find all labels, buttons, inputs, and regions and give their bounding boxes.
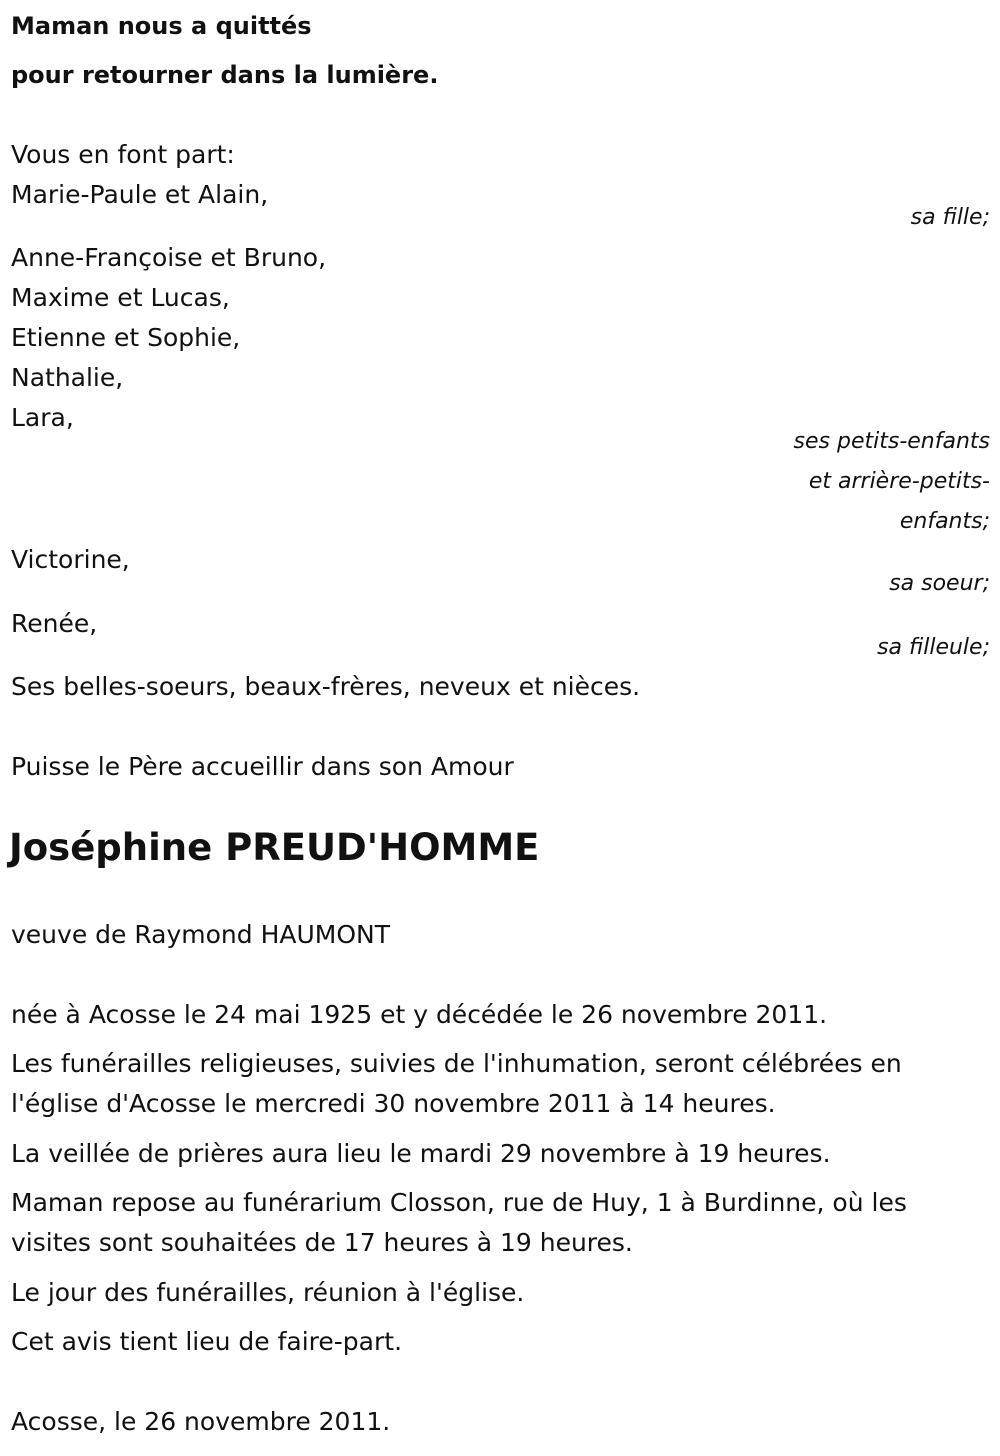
vigil-info: La veillée de prières aura lieu le mardi 29 novembre à 19 heures. (11, 1139, 831, 1168)
goddaughter-relation: sa filleule; (877, 635, 990, 660)
grandchild-line: Etienne et Sophie, (11, 323, 241, 352)
grandchildren-relation-line: et arrière-petits- (808, 469, 990, 494)
goddaughter-name: Renée, (11, 609, 98, 638)
other-relatives: Ses belles-soeurs, beaux-frères, neveux et nièces. (11, 672, 641, 701)
grandchildren-relation-line: ses petits-enfants (793, 429, 990, 454)
funeral-info: Les funérailles religieuses, suivies de l'inhumation, seront célébrées en l'église d'Acosse le mercredi 30 novembre 2011 à 14 heures. (11, 1049, 902, 1118)
heading-line-1: Maman nous a quittés (11, 12, 312, 40)
daughter-relation: sa fille; (910, 205, 990, 230)
grandchild-line: Anne-Françoise et Bruno, (11, 243, 327, 272)
heading-line-2: pour retourner dans la lumière. (11, 61, 439, 89)
deceased-name: Joséphine PREUD'HOMME (9, 826, 540, 869)
visits-info: Maman repose au funérarium Closson, rue de Huy, 1 à Burdinne, où les visites sont souhaitées de 17 heures à 19 heures. (11, 1188, 907, 1257)
birth-death: née à Acosse le 24 mai 1925 et y décédée le 26 novembre 2011. (11, 1000, 828, 1029)
place-date: Acosse, le 26 novembre 2011. (11, 1407, 391, 1436)
prayer-line: Puisse le Père accueillir dans son Amour (11, 752, 514, 781)
grandchild-line: Maxime et Lucas, (11, 283, 230, 312)
notice-info: Cet avis tient lieu de faire-part. (11, 1327, 403, 1356)
widow-of: veuve de Raymond HAUMONT (11, 920, 391, 949)
meeting-info: Le jour des funérailles, réunion à l'église. (11, 1278, 525, 1307)
grandchildren-relation-line: enfants; (899, 509, 990, 534)
grandchild-line: Lara, (11, 403, 74, 432)
daughter-names: Marie-Paule et Alain, (11, 180, 269, 209)
family-intro: Vous en font part: (11, 140, 235, 169)
grandchild-line: Nathalie, (11, 363, 124, 392)
sister-name: Victorine, (11, 545, 130, 574)
sister-relation: sa soeur; (889, 571, 990, 596)
